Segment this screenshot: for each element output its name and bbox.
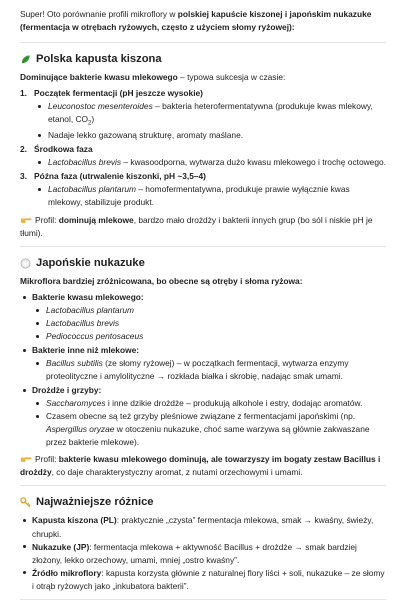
- key-icon: [20, 497, 31, 508]
- group-title: Bakterie inne niż mlekowe:: [32, 344, 140, 355]
- section-heading: [20, 51, 386, 68]
- pointing-hand-icon: [20, 215, 32, 224]
- item-text: : praktycznie „czysta” fermentacja mlekowa, smak → kwaśny, świeży, chrupki.: [32, 515, 374, 539]
- group-sublist: [32, 357, 386, 383]
- item-tail: ): [91, 114, 95, 125]
- item-text: : fermentacja mlekowa + aktywność Bacillus + drożdże → smak bardziej złożony, lekko orzechowy, umami, mniej „ostro kwaśny”.: [32, 541, 357, 565]
- species-name: Lactobacillus brevis: [48, 157, 122, 168]
- divider: [20, 485, 386, 486]
- group-item: [20, 291, 386, 343]
- leafy-green-icon: [20, 54, 31, 65]
- item-bold: Kapusta kiszona (PL): [32, 515, 117, 526]
- divider: [20, 42, 386, 43]
- list-item: [34, 156, 386, 169]
- section-title: Japońskie nukazuke: [36, 256, 145, 269]
- summary-text: , co daje charakterystyczny aromat, z nutami orzechowymi i umami.: [51, 467, 303, 478]
- item-text: – kwasoodporna, wytwarza dużo kwasu mlekowego i trochę octowego.: [121, 157, 386, 168]
- group-item: [20, 344, 386, 383]
- list-item: [20, 567, 386, 593]
- summary-label: Profil:: [35, 214, 59, 225]
- profile-summary: [20, 214, 386, 240]
- item-bold: Nukazuke (JP): [32, 541, 90, 552]
- stage-item: [20, 87, 386, 142]
- item-text: : kapusta korzysta głównie z naturalnej flory liści + soli, nukazuke – ze słomy i otrąb ryżowych jako „inkubatora bakterii”.: [32, 567, 385, 591]
- group-list: [20, 291, 386, 449]
- section-title: Najważniejsze różnice: [36, 496, 154, 509]
- section-lead: [20, 275, 386, 288]
- lead-text: – typowa sukcesja w czasie:: [177, 72, 286, 83]
- stage-title: Środkowa faza: [34, 144, 93, 155]
- summary-bold: dominują mlekowe: [58, 214, 134, 225]
- rice-ball-icon: [20, 258, 31, 269]
- summary-text: , bardzo mało drożdży i bakterii innych grup (bo sól i niskie pH je tłumi).: [20, 214, 373, 238]
- list-item: [32, 304, 386, 317]
- group-title: Bakterie kwasu mlekowego:: [32, 291, 144, 302]
- stage-list: [20, 87, 386, 209]
- divider: [20, 246, 386, 247]
- species-name: Bacillus subtilis: [46, 357, 103, 368]
- summary-label: Profil:: [35, 454, 59, 465]
- group-sublist: [32, 397, 386, 449]
- stage-title: Początek fermentacji (pH jeszcze wysokie): [34, 88, 203, 99]
- species-name: Pediococcus pentosaceus: [46, 330, 144, 341]
- species-name: Lactobacillus plantarum: [48, 184, 136, 195]
- group-item: [20, 384, 386, 449]
- section-differences: [20, 494, 386, 592]
- item-text: (ze słomy ryżowej) – w początkach fermentacji, wytwarza enzymy proteolityczne i amylolityczne → rozkłada białka i skrobię, nadając smak umami.: [46, 357, 349, 381]
- item-tail: w otoczeniu nukazuke, choć same warzywa są głównie zakwaszane przez bakterie mlekowe).: [46, 424, 370, 448]
- difference-list: [20, 514, 386, 592]
- group-sublist: [32, 304, 386, 343]
- pointing-hand-icon: [20, 454, 32, 463]
- list-item: [32, 330, 386, 343]
- list-item: [34, 183, 386, 209]
- item-text: – bakteria heterofermentatywna (produkuje kwas mlekowy, etanol, CO: [48, 101, 373, 125]
- section-title: Polska kapusta kiszona: [36, 53, 162, 66]
- list-item: [34, 129, 386, 142]
- lead-bold: Dominujące bakterie kwasu mlekowego: [20, 72, 178, 83]
- list-item: [20, 541, 386, 567]
- list-item: [20, 514, 386, 540]
- stage-number: 1.: [20, 88, 27, 99]
- stage-number: 2.: [20, 144, 27, 155]
- intro-text: Super! Oto porównanie profili mikroflory w: [20, 9, 178, 19]
- species-name: Saccharomyces: [46, 398, 106, 409]
- species-name: Leuconostoc mesenteroides: [48, 101, 153, 112]
- stage-sublist: [34, 183, 386, 209]
- group-title: Drożdże i grzyby:: [32, 385, 102, 396]
- section-heading: [20, 255, 386, 272]
- stage-sublist: [34, 156, 386, 169]
- item-text: Czasem obecne są też grzyby pleśniowe związane z fermentacjami japońskimi (np.: [46, 411, 356, 422]
- item-text: – homofermentatywna, produkuje prawie wyłącznie kwas mlekowy, stabilizuje produkt.: [48, 184, 350, 208]
- list-item: [32, 317, 386, 330]
- list-item: [32, 357, 386, 383]
- stage-number: 3.: [20, 171, 27, 182]
- section-lead: [20, 71, 386, 84]
- species-name: Aspergillus oryzae: [46, 424, 115, 435]
- list-item: [34, 100, 386, 129]
- stage-sublist: [34, 100, 386, 142]
- subscript: 2: [88, 121, 92, 128]
- divider: [20, 599, 386, 600]
- stage-item: [20, 143, 386, 169]
- stage-title: Późna faza (utrwalenie kiszonki, pH ~3,5–4): [34, 171, 206, 182]
- item-text: Nadaje lekko gazowaną strukturę, aromaty maślane.: [48, 130, 244, 141]
- intro-bold-text: polskiej kapuście kiszonej i japońskim nukazuke (fermentacja w otrębach ryżowych, często z użyciem słomy ryżowej):: [20, 9, 372, 33]
- species-name: Lactobacillus plantarum: [46, 304, 134, 315]
- section-polska-kapusta: [20, 51, 386, 240]
- intro-paragraph: [20, 8, 386, 34]
- lead-bold: Mikroflora bardziej zróżnicowana, bo obecne są otręby i słoma ryżowa:: [20, 275, 303, 286]
- profile-summary: [20, 453, 386, 479]
- section-nukazuke: [20, 255, 386, 480]
- item-text: i inne dzikie drożdże – produkują alkohole i estry, dodając aromatów.: [105, 398, 363, 409]
- list-item: [32, 397, 386, 410]
- list-item: [32, 410, 386, 449]
- section-heading: [20, 494, 386, 511]
- stage-item: [20, 170, 386, 209]
- species-name: Lactobacillus brevis: [46, 317, 120, 328]
- summary-bold: bakterie kwasu mlekowego dominują, ale towarzyszy im bogaty zestaw Bacillus i drożdży: [20, 454, 381, 478]
- item-bold: Źródło mikroflory: [32, 567, 102, 578]
